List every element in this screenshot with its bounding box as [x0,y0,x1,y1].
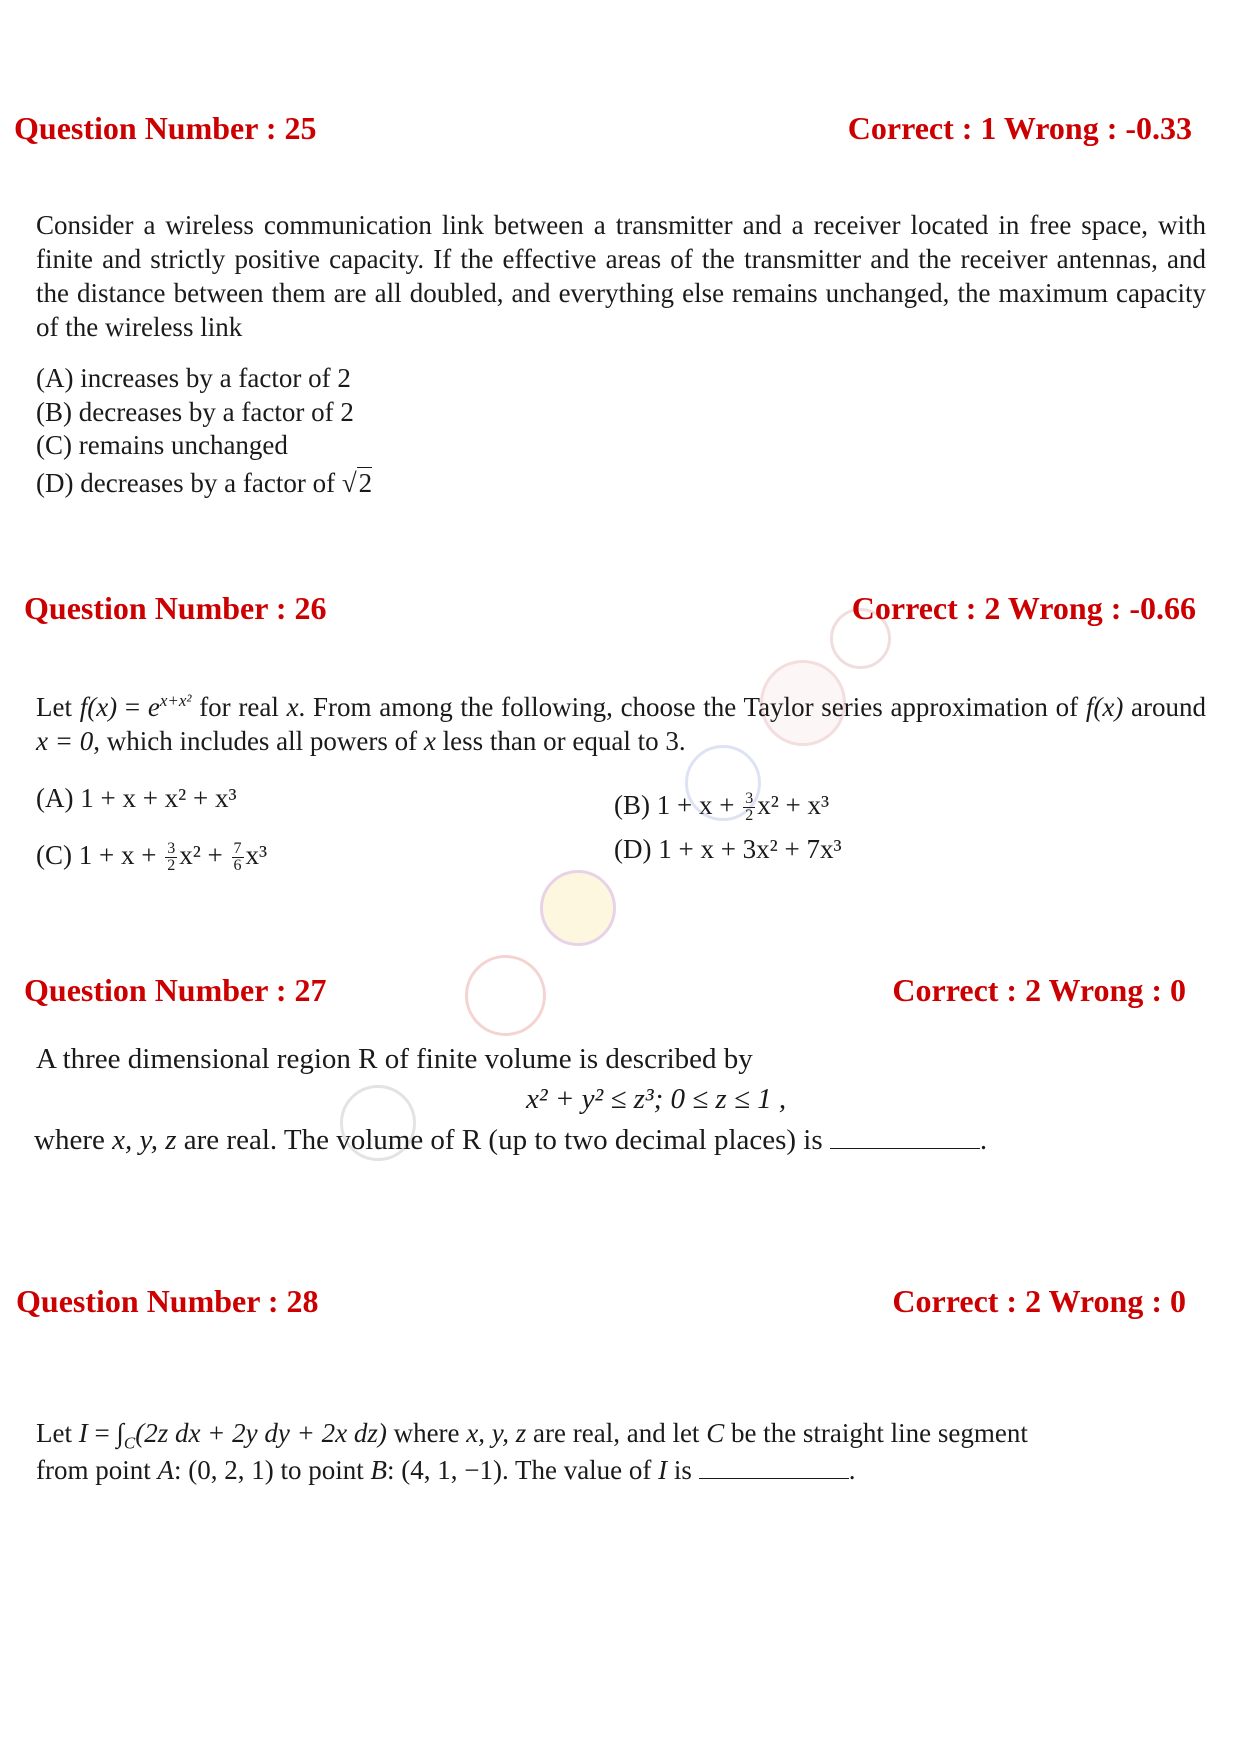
question-27-line-3: where x, y, z are real. The volume of R (up to two decimal places) is . [34,1124,988,1156]
question-26-header: Question Number : 26 [24,590,327,626]
question-27-marks: Correct : 2 Wrong : 0 [892,972,1186,1008]
question-27-header: Question Number : 27 [24,972,327,1008]
question-28-line-1: Let $I = \int_C(2z$ dx + 2y dy + 2x dz) where x, y, z are real, and let C be the straight line segment [36,1418,1028,1453]
answer-blank[interactable] [830,1126,980,1149]
question-26-marks: Correct : 2 Wrong : -0.66 [851,590,1196,626]
question-28-header: Question Number : 28 [16,1283,319,1319]
question-25-option-b: (B) decreases by a factor of 2 [36,397,354,427]
question-25-option-c: (C) remains unchanged [36,430,288,460]
question-27-equation: x² + y² ≤ z³; 0 ≤ z ≤ 1 , [526,1083,787,1115]
question-25-header: Question Number : 25 [14,110,317,146]
question-25-option-a: (A) increases by a factor of 2 [36,363,351,393]
question-27-line-1: A three dimensional region R of finite volume is described by [36,1043,753,1075]
watermark-seal [540,870,616,946]
question-25-option-d: (D) decreases by a factor of √2 [36,468,373,498]
answer-blank[interactable] [699,1456,849,1479]
question-28-line-2: from point A: (0, 2, 1) to point B: (4, 1, −1). The value of I is . [36,1455,856,1485]
question-26-option-c: (C) 1 + x + $\frac{3}{2}$ x² + $\frac{7}{6}$ x³ [36,840,268,875]
question-26-option-b: (B) 1 + x + $\frac{3}{2}$ x² + x³ [614,790,830,825]
question-26-option-a: (A) 1 + x + x² + x³ [36,783,237,813]
question-25-text: Consider a wireless communication link between a transmitter and a receiver located in free space, with finite and strictly positive capacity. If the effective areas of the transmitter and the receiver antennas, and the distance between them are all doubled, and everything else remains unchanged, the maximum capacity of the wireless link [36,210,1206,342]
question-26-text: Let $f(x) = e^{x+x^2}$ for real x. From among the following, choose the Taylor series approximation of f(x) around x = 0, which includes all powers of x less than or equal to 3. [36,691,1206,756]
watermark-seal [465,955,546,1036]
question-28-marks: Correct : 2 Wrong : 0 [892,1283,1186,1319]
question-25-marks: Correct : 1 Wrong : -0.33 [847,110,1192,146]
question-26-option-d: (D) 1 + x + 3x² + 7x³ [614,834,842,864]
